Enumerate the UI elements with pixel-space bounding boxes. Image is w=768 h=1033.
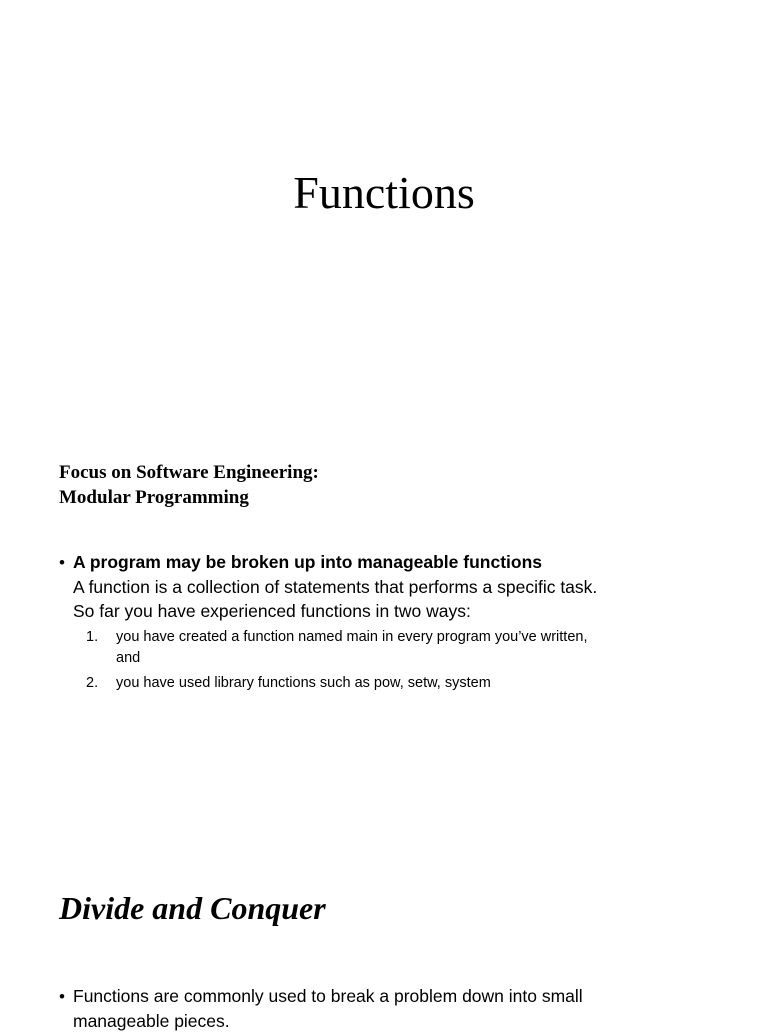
bullet-item bbox=[59, 550, 719, 575]
bullet-lead-text: A program may be broken up into manageable functions bbox=[73, 552, 543, 572]
section-heading-line-1: Focus on Software Engineering: bbox=[59, 462, 319, 483]
section-heading-line-2: Modular Programming bbox=[59, 487, 249, 508]
bullet-list bbox=[59, 550, 719, 698]
list-item-text-line-1: you have created a function named main in every program you’ve written, bbox=[116, 629, 588, 645]
bullet-body-line-2: So far you have experienced functions in two ways: bbox=[73, 601, 471, 621]
list-item-text-line-2: and bbox=[116, 650, 141, 666]
slide-title: Functions bbox=[293, 167, 475, 218]
divide-heading: Divide and Conquer bbox=[59, 890, 326, 926]
bullet-text-line-1: Functions are commonly used to break a problem down into small bbox=[73, 986, 583, 1006]
numbered-list-item bbox=[59, 627, 719, 669]
bullet-list-2 bbox=[59, 984, 719, 1033]
list-item-text: you have used library functions such as pow, setw, system bbox=[116, 675, 491, 691]
section-heading bbox=[59, 460, 319, 510]
bullet-item bbox=[59, 984, 719, 1009]
list-number: 2. bbox=[86, 675, 99, 691]
bullet-body-line-1: A function is a collection of statements that performs a specific task. bbox=[73, 577, 598, 597]
list-number: 1. bbox=[86, 629, 99, 645]
numbered-list-item bbox=[59, 673, 719, 694]
numbered-list bbox=[59, 627, 719, 694]
bullet-dot-icon: • bbox=[59, 987, 65, 1006]
bullet-text-line-2: manageable pieces. bbox=[73, 1011, 230, 1031]
bullet-dot-icon: • bbox=[59, 553, 65, 572]
